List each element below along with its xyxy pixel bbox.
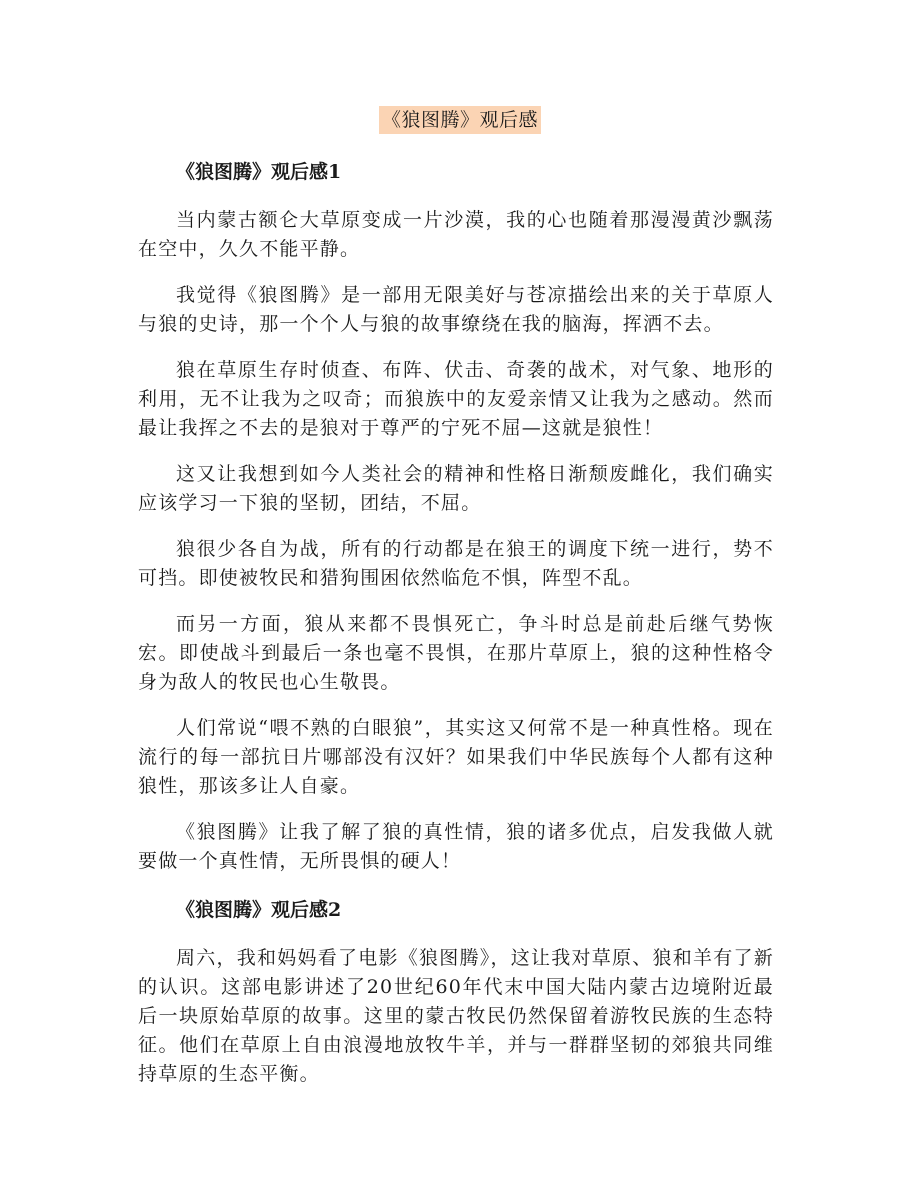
paragraph: 这又让我想到如今人类社会的精神和性格日渐颓废雌化，我们确实应该学习一下狼的坚韧，团结，不屈。 (138, 463, 774, 514)
document-title: 《狼图腾》观后感 (379, 106, 541, 134)
title-container (0, 106, 920, 134)
section-1 (138, 158, 774, 876)
section-heading: 《狼图腾》观后感1 (176, 161, 342, 183)
paragraph: 而另一方面，狼从来都不畏惧死亡，争斗时总是前赴后继气势恢宏。即使战斗到最后一条也毫不畏惧，在那片草原上，狼的这种性格令身为敌人的牧民也心生敬畏。 (138, 613, 774, 693)
section-2 (138, 896, 774, 1089)
paragraph: 人们常说“喂不熟的白眼狼”，其实这又何常不是一种真性格。现在流行的每一部抗日片哪部没有汉奸？如果我们中华民族每个人都有这种狼性，那该多让人自豪。 (138, 717, 774, 797)
paragraph: 我觉得《狼图腾》是一部用无限美好与苍凉描绘出来的关于草原人与狼的史诗，那一个个人与狼的故事缭绕在我的脑海，挥洒不去。 (138, 284, 774, 335)
document-body (138, 158, 774, 1106)
paragraph: 当内蒙古额仑大草原变成一片沙漠，我的心也随着那漫漫黄沙飘荡在空中，久久不能平静。 (138, 209, 774, 260)
paragraph: 狼很少各自为战，所有的行动都是在狼王的调度下统一进行，势不可挡。即使被牧民和猎狗围困依然临危不惧，阵型不乱。 (138, 538, 774, 589)
paragraph: 《狼图腾》让我了解了狼的真性情，狼的诸多优点，启发我做人就要做一个真性情，无所畏惧的硬人！ (138, 821, 774, 872)
section-heading: 《狼图腾》观后感2 (176, 899, 342, 921)
paragraph: 周六，我和妈妈看了电影《狼图腾》，这让我对草原、狼和羊有了新的认识。这部电影讲述了20世纪60年代末中国大陆内蒙古边境附近最后一块原始草原的故事。这里的蒙古牧民仍然保留着游牧民族的生态特征。他们在草原上自由浪漫地放牧牛羊，并与一群群坚韧的郊狼共同维持草原的生态平衡。 (138, 947, 774, 1085)
paragraph: 狼在草原生存时侦查、布阵、伏击、奇袭的战术，对气象、地形的利用，无不让我为之叹奇；而狼族中的友爱亲情又让我为之感动。然而最让我挥之不去的是狼对于尊严的宁死不屈—这就是狼性！ (138, 359, 774, 439)
